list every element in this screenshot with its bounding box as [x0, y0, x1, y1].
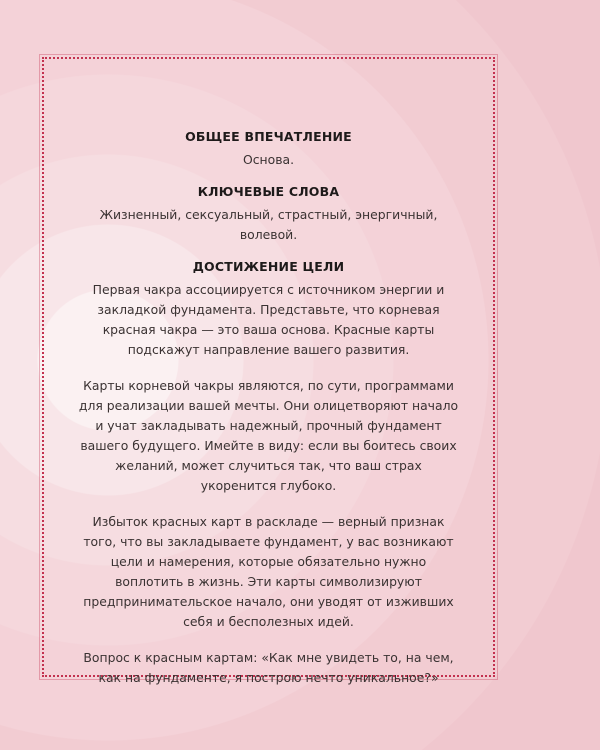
- goal-paragraph-1: Первая чакра ассоциируется с источником энергии и закладкой фундамента. Представьте, что корневая красная чакра — это ваша основа. Красные карты подскажут направление вашего развития.: [92, 282, 445, 357]
- goal-paragraph-2: Карты корневой чакры являются, по сути, программами для реализации вашей мечты. Они олицетворяют начало и учат закладывать надежный, прочный фундамент вашего будущего. Имейте в виду: если вы боитесь своих желаний, может случиться так, что ваш страх укоренится глубоко.: [78, 378, 459, 493]
- page-content: [42, 57, 495, 685]
- keywords-heading: КЛЮЧЕВЫЕ СЛОВА: [197, 184, 340, 199]
- keywords-text: Жизненный, сексуальный, страстный, энергичный, волевой.: [99, 207, 438, 242]
- general-impression-heading: ОБЩЕЕ ВПЕЧАТЛЕНИЕ: [185, 129, 352, 144]
- goal-paragraph-4: Вопрос к красным картам: «Как мне увидеть то, на чем, как на фундаменте, я построю нечто уникальное?»: [83, 650, 454, 685]
- goal-achievement-heading: ДОСТИЖЕНИЕ ЦЕЛИ: [192, 259, 345, 274]
- general-impression-text: Основа.: [242, 152, 295, 167]
- goal-paragraph-3: Избыток красных карт в раскладе — верный признак того, что вы закладываете фундамент, у вас возникают цели и намерения, которые обязательно нужно воплотить в жизнь. Эти карты символизируют предпринимательское начало, они уводят от изживших себя и бесполезных идей.: [83, 514, 454, 629]
